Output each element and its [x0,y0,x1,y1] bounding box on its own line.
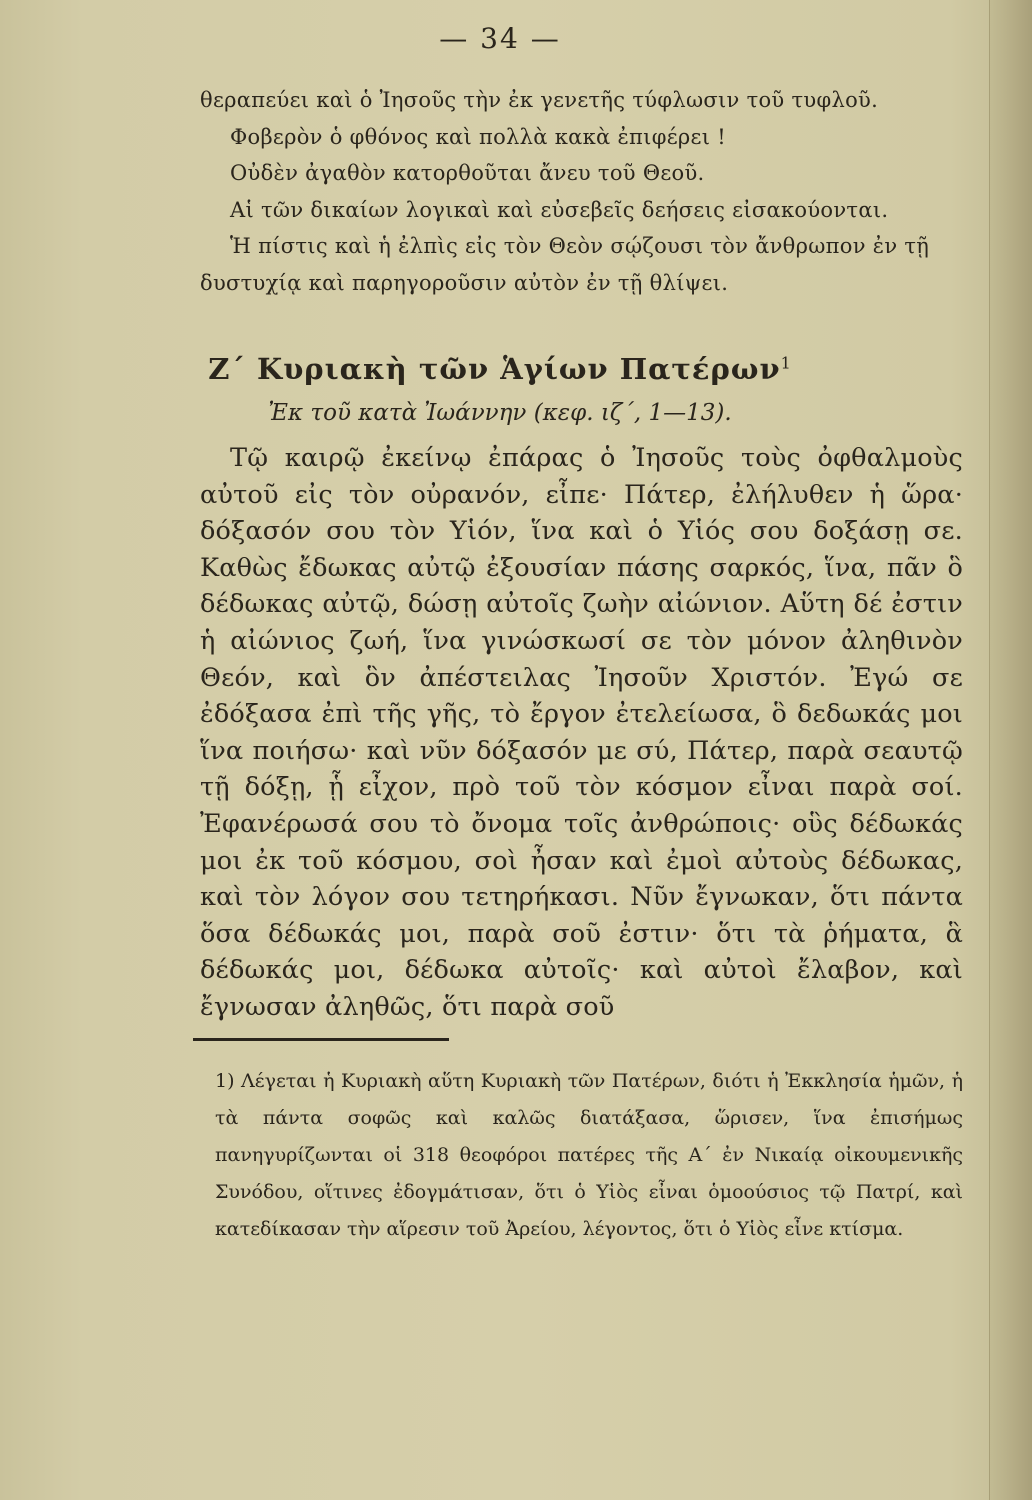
intro-line-1: θεραπεύει καὶ ὁ Ἰησοῦς τὴν ἐκ γενετῆς τύφλωσιν τοῦ τυφλοῦ. [200,88,879,112]
gospel-paragraph: Τῷ καιρῷ ἐκείνῳ ἐπάρας ὁ Ἰησοῦς τοὺς ὀφθαλμοὺς αὐτοῦ εἰς τὸν οὐρανόν, εἶπε· Πάτερ, ἐλήλυθεν ἡ ὥρα· δόξασόν σου τὸν Υἱόν, ἵνα καὶ ὁ Υἱός σου δοξάσῃ σε. Καθὼς ἔδωκας αὐτῷ ἐξουσίαν πάσης σαρκός, ἵνα, πᾶν ὃ δέδωκας αὐτῷ, δώσῃ αὐτοῖς ζωὴν αἰώνιον. Αὕτη δέ ἐστιν ἡ αἰώνιος ζωή, ἵνα γινώσκωσί σε τὸν μόνον ἀληθινὸν Θεόν, καὶ ὃν ἀπέστειλας Ἰησοῦν Χριστόν. Ἐγώ σε ἐδόξασα ἐπὶ τῆς γῆς, τὸ ἔργον ἐτελείωσα, ὃ δεδωκάς μοι ἵνα ποιήσω· καὶ νῦν δόξασόν με σύ, Πάτερ, παρὰ σεαυτῷ τῇ δόξῃ, ᾗ εἶχον, πρὸ τοῦ τὸν κόσμον εἶναι παρὰ σοί. Ἐφανέρωσά σου τὸ ὄνομα τοῖς ἀνθρώποις· οὓς δέδωκάς μοι ἐκ τοῦ κόσμου, σοὶ ἦσαν καὶ ἐμοὶ αὐτοὺς δέδωκας, καὶ τὸν λόγον σου τετηρήκασι. Νῦν ἔγνωκαν, ὅτι πάντα ὅσα δέδωκάς μοι, παρὰ σοῦ ἐστιν· ὅτι τὰ ῥήματα, ἃ δέδωκάς μοι, δέδωκα αὐτοῖς· καὶ αὐτοὶ ἔλαβον, καὶ ἔγνωσαν ἀληθῶς, ὅτι παρὰ σοῦ [200,443,963,1022]
intro-text [200,82,970,301]
scripture-reference: Ἐκ τοῦ κατὰ Ἰωάννην (κεφ. ιζ΄, 1—13). [268,400,732,426]
intro-line-3: Οὐδὲν ἀγαθὸν κατορθοῦται ἄνευ τοῦ Θεοῦ. [230,161,705,185]
adjacent-page-edge [989,0,1032,1500]
section-heading [0,352,1000,386]
intro-line-5: Ἡ πίστις καὶ ἡ ἐλπὶς εἰς τὸν Θεὸν σῴζουσι τὸν ἄνθρωπον ἐν τῇ δυστυχίᾳ καὶ παρηγοροῦσιν αὐτὸν ἐν τῇ θλίψει. [200,234,930,295]
footnote-divider [193,1038,449,1041]
intro-line-4: Αἱ τῶν δικαίων λογικαὶ καὶ εὐσεβεῖς δεήσεις εἰσακούονται. [230,197,889,222]
footnote [215,1063,963,1248]
intro-line-2: Φοβερὸν ὁ φθόνος καὶ πολλὰ κακὰ ἐπιφέρει ! [230,124,726,149]
gospel-text [200,440,963,1026]
footnote-text: 1) Λέγεται ἡ Κυριακὴ αὕτη Κυριακὴ τῶν Πατέρων, διότι ἡ Ἐκκλησία ἡμῶν, ἡ τὰ πάντα σοφῶς καὶ καλῶς διατάξασα, ὥρισεν, ἵνα ἐπισήμως πανηγυρίζωνται οἱ 318 θεοφόροι πατέρες τῆς Α΄ ἐν Νικαίᾳ οἰκουμενικῆς Συνόδου, οἵτινες ἐδογμάτισαν, ὅτι ὁ Υἱὸς εἶναι ὁμοούσιος τῷ Πατρί, καὶ κατεδίκασαν τὴν αἵρεσιν τοῦ Ἀρείου, λέγοντος, ὅτι ὁ Υἱὸς εἶνε κτίσμα. [215,1070,963,1240]
page-number: — 34 — [439,22,561,55]
section-heading-title: Ζ΄ Κυριακὴ τῶν Ἁγίων Πατέρων [208,352,781,386]
footnote-mark: 1 [780,353,792,373]
